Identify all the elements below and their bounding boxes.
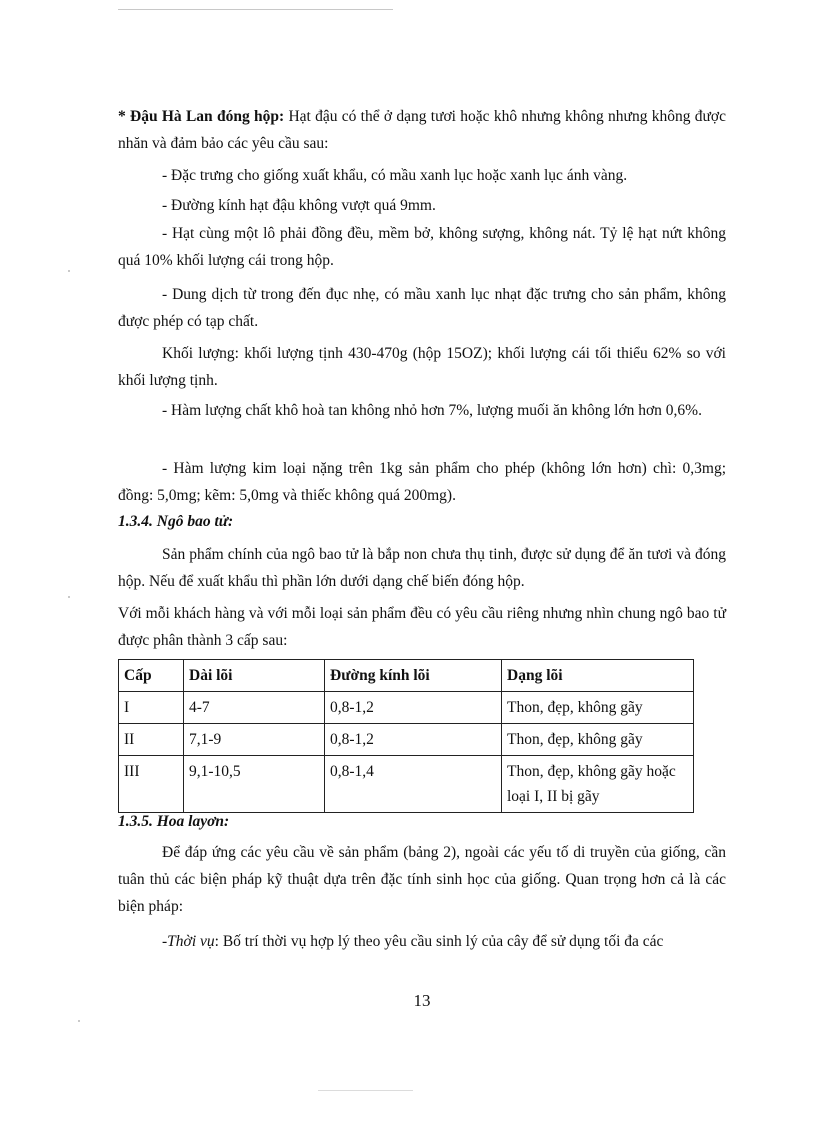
table-cell: Thon, đẹp, không gãy: [502, 692, 694, 724]
scan-artifact-bottom: [318, 1090, 413, 1091]
table-cell: Thon, đẹp, không gãy hoặc loại I, II bị gãy: [502, 756, 694, 813]
lily-para-1: Để đáp ứng các yêu cầu về sản phẩm (bảng 2), ngoài các yếu tố di truyền của giống, cần tuân thủ các biện pháp kỹ thuật dựa trên đặc tính sinh học của giống. Quan trọng hơn cả là các biện pháp:: [118, 844, 726, 915]
pea-item-3: - Hạt cùng một lô phải đồng đều, mềm bở, không sượng, không nát. Tỷ lệ hạt nứt không quá 10% khối lượng cái trong hộp.: [118, 225, 726, 269]
pea-item-6: - Hàm lượng chất khô hoà tan không nhỏ hơn 7%, lượng muối ăn không lớn hơn 0,6%.: [162, 402, 702, 419]
table-cell: II: [119, 724, 184, 756]
table-header-cell: Dài lõi: [184, 660, 325, 692]
table-row: [119, 724, 694, 756]
lily-para-2: -Thời vụ: Bố trí thời vụ hợp lý theo yêu cầu sinh lý của cây để sử dụng tối đa các: [162, 933, 664, 950]
pea-item-7: - Hàm lượng kim loại nặng trên 1kg sản phẩm cho phép (không lớn hơn) chì: 0,3mg; đồng: 5,0mg; kẽm: 5,0mg và thiếc không quá 200mg).: [118, 460, 726, 504]
table-row: [119, 756, 694, 813]
pea-item-1: - Đặc trưng cho giống xuất khẩu, có mầu xanh lục hoặc xanh lục ánh vàng.: [162, 167, 628, 184]
table-cell: Thon, đẹp, không gãy: [502, 724, 694, 756]
corn-para-1: Sản phẩm chính của ngô bao tử là bắp non chưa thụ tinh, được sử dụng để ăn tươi và đóng hộp. Nếu để xuất khẩu thì phần lớn dưới dạng chế biến đóng hộp.: [118, 546, 726, 590]
table-cell: III: [119, 756, 184, 813]
scan-speck: [68, 270, 70, 272]
corn-grade-table: [118, 659, 694, 813]
table-cell: 0,8-1,4: [325, 756, 502, 813]
corn-para-2: Với mỗi khách hàng và với mỗi loại sản phẩm đều có yêu cầu riêng nhưng nhìn chung ngô bao tử được phân thành 3 cấp sau:: [118, 605, 726, 649]
table-cell: 9,1-10,5: [184, 756, 325, 813]
lily-heading: 1.3.5. Hoa layơn:: [118, 813, 230, 830]
page-number: 13: [413, 991, 431, 1010]
pea-title: * Đậu Hà Lan đóng hộp:: [118, 108, 285, 125]
scan-speck: [78, 1020, 80, 1022]
table-header-cell: Dạng lõi: [502, 660, 694, 692]
corn-heading: 1.3.4. Ngô bao tử:: [118, 513, 234, 530]
table-cell: 0,8-1,2: [325, 692, 502, 724]
pea-item-2: - Đường kính hạt đậu không vượt quá 9mm.: [162, 197, 436, 214]
lily-para-2-text: : Bố trí thời vụ hợp lý theo yêu cầu sinh lý của cây để sử dụng tối đa các: [214, 933, 664, 950]
table-cell: I: [119, 692, 184, 724]
scan-speck: [68, 596, 70, 598]
pea-intro: [118, 103, 726, 157]
pea-intro-text: Hạt đậu có thể ở dạng tươi hoặc khô nhưng không nhưng không được nhăn và đảm bảo các yêu cầu sau:: [118, 108, 727, 152]
table-cell: 4-7: [184, 692, 325, 724]
lily-para-2-label: Thời vụ: [167, 933, 215, 950]
table-header-cell: Cấp: [119, 660, 184, 692]
table-header-row: [119, 660, 694, 692]
table-header-cell: Đường kính lõi: [325, 660, 502, 692]
table-row: [119, 692, 694, 724]
table-cell: 7,1-9: [184, 724, 325, 756]
pea-item-5: Khối lượng: khối lượng tịnh 430-470g (hộp 15OZ); khối lượng cái tối thiểu 62% so với khối lượng tịnh.: [118, 345, 726, 389]
table-cell: 0,8-1,2: [325, 724, 502, 756]
scan-artifact-top: [118, 9, 393, 10]
pea-item-4: - Dung dịch từ trong đến đục nhẹ, có mầu xanh lục nhạt đặc trưng cho sản phẩm, không được phép có tạp chất.: [118, 286, 726, 330]
